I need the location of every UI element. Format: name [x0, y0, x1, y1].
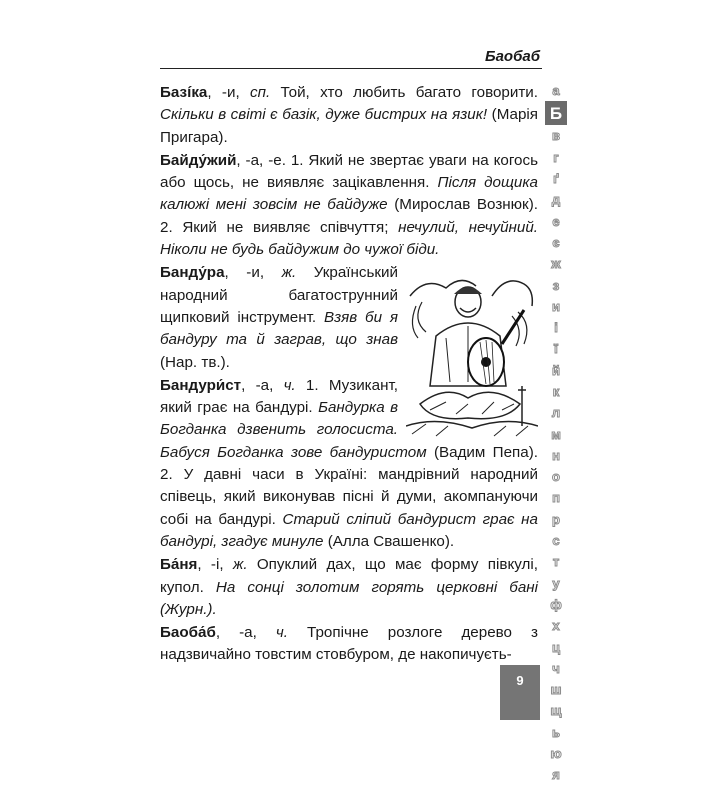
grammar-gender: ч.	[275, 624, 288, 642]
grammar: , -а,	[215, 624, 276, 642]
entry-baobab	[160, 622, 538, 667]
page-number: 9	[500, 665, 540, 720]
example: Взяв би я бандуру та й заграв, що знав	[160, 308, 398, 349]
alphabet-tab: н	[552, 447, 560, 463]
definition: Той, хто любить багато говорити.	[270, 84, 539, 101]
grammar: , -и,	[207, 84, 251, 101]
alphabet-tab: і	[554, 320, 558, 336]
alphabet-tab: з	[552, 277, 560, 293]
alphabet-tab: м	[551, 426, 561, 442]
example: Старий сліпий бандурист грає на бандурі, згадує минуле	[160, 510, 538, 550]
alphabet-tab: о	[552, 469, 560, 485]
example: Після дощика калюжі мені зовсім не байдуже	[160, 174, 538, 214]
alphabet-tab: х	[552, 618, 560, 634]
alphabet-tab: в	[552, 128, 560, 144]
synonyms: нечулий, нечуйний.	[398, 218, 538, 236]
headword: Бандури́ст	[160, 376, 242, 394]
grammar: , -и,	[224, 264, 282, 282]
entry-baiduzhyi	[160, 150, 538, 261]
header-rule	[160, 68, 542, 69]
definition: , -а, -е. 1. Який не звертає уваги на когось або щось, не виявляє зацікавлення.	[160, 151, 538, 192]
source: (Марія Пригара).	[160, 106, 539, 146]
alphabet-tab: е	[552, 213, 560, 229]
alphabet-tab: ґ	[553, 171, 559, 187]
source: (Вадим Пепа). 2. У давні часи в Україні: мандрівний народний співець, який виконував пісні й думи, акомпануючи собі на бандурі.	[160, 443, 538, 528]
entry-bania	[160, 554, 538, 621]
alphabet-tab: ї	[554, 341, 558, 357]
alphabet-tab: г	[553, 149, 559, 165]
alphabet-tab: ц	[552, 639, 560, 655]
bandurist-illustration	[406, 266, 538, 438]
alphabet-tab: р	[552, 511, 560, 527]
alphabet-tab: ш	[550, 682, 562, 698]
grammar: , -і,	[197, 556, 233, 574]
source: (Алла Свашенко).	[323, 532, 455, 550]
alphabet-tab: д	[551, 192, 561, 208]
grammar-gender: ч.	[283, 376, 296, 394]
alphabet-tab: ю	[550, 746, 562, 762]
alphabet-tab: Б	[545, 101, 567, 125]
headword: Базíка	[160, 84, 208, 101]
alphabet-tab: є	[552, 234, 560, 250]
source: (Мирослав Вознюк). 2. Який не виявляє співчуття;	[160, 196, 538, 236]
alphabet-tab: п	[552, 490, 560, 506]
source: (Нар. тв.).	[160, 353, 230, 371]
grammar-gender: ж.	[232, 556, 248, 574]
alphabet-tab: щ	[550, 703, 562, 719]
headword: Банду́ра	[160, 264, 225, 282]
entry-bandura	[160, 262, 538, 373]
example: Скільки в світі є базік, дуже бистрих на язик!	[160, 106, 488, 124]
alphabet-tab: т	[552, 554, 560, 570]
dictionary-column	[160, 82, 538, 667]
definition: Український народний багатострунний щипковий інструмент.	[160, 264, 398, 326]
definition: 1. Музикант, який грає на бандурі.	[160, 376, 398, 417]
headword: Байду́жий	[160, 151, 237, 169]
grammar: , -а,	[241, 376, 284, 394]
headword: Ба́ня	[160, 556, 198, 574]
alphabet-tab: ь	[552, 724, 560, 740]
alphabet-tab: ф	[550, 596, 562, 612]
alphabet-tab: л	[551, 405, 561, 421]
alphabet-tab: и	[552, 298, 560, 314]
grammar-gender: сп.	[250, 84, 271, 101]
alphabet-index	[545, 80, 567, 786]
alphabet-tab: ч	[552, 660, 560, 676]
definition: Тропічне розлоге дерево з надзвичайно товстим стовбуром, де накопичуєть-	[160, 624, 538, 664]
example: На сонці золотим горять церковні бані (Журн.).	[160, 578, 539, 618]
alphabet-tab: с	[552, 533, 560, 549]
definition: Опуклий дах, що має форму півкулі, купол.	[160, 556, 538, 596]
alphabet-tab: ж	[551, 256, 561, 272]
entry-bazika	[160, 82, 538, 149]
alphabet-tab: к	[552, 384, 560, 399]
example: Бандурка в Богданка дзвенить голосиста. Бабуся Богданка зове бандуристом	[160, 399, 427, 461]
headword: Баоба́б	[160, 624, 216, 642]
alphabet-tab: я	[552, 767, 560, 783]
grammar-gender: ж.	[281, 264, 297, 282]
running-head: Баобаб	[484, 48, 540, 65]
alphabet-tab: а	[552, 83, 560, 99]
alphabet-tab: у	[552, 575, 560, 591]
alphabet-tab: й	[552, 362, 560, 378]
example: Ніколи не будь байдужим до чужої біди.	[160, 241, 440, 259]
